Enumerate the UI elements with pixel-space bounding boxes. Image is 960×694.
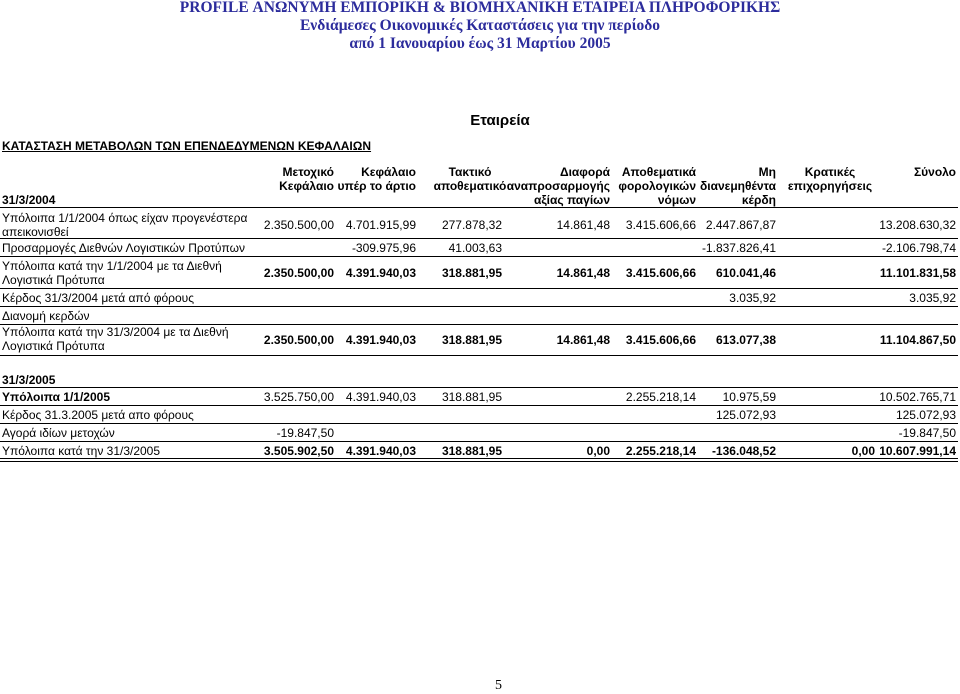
table-cell: 0,00 [851,444,875,458]
table-cell: 3.415.606,66 [625,218,696,232]
row-rule [0,355,958,356]
page-number: 5 [495,678,502,693]
row-label: Κέρδος 31/3/2004 μετά από φόρους [2,291,194,305]
row-label: Υπόλοιπα κατά την 31/3/2004 με τα Διεθνή Λογιστικά Πρότυπα [2,325,229,353]
table-cell: 125.072,93 [895,408,956,422]
table-cell: 2.255.218,14 [625,390,696,404]
row-label: Διανομή κερδών [2,309,90,323]
table-cell: 3.415.606,66 [625,333,696,347]
table-cell: 11.104.867,50 [879,333,956,347]
report-header-line-3: από 1 Ιανουαρίου έως 31 Μαρτίου 2005 [349,35,611,52]
row-rule [0,288,958,289]
col-header-tax-reserves: Αποθεματικά φορολογικών νόμων [618,165,696,207]
row-rule [0,405,958,406]
table-cell: 3.415.606,66 [625,266,696,280]
row-label: Αγορά ιδίων μετοχών [2,426,115,440]
col-header-total: Σύνολο [913,165,956,179]
header-rule [0,207,958,208]
row-rule [0,387,958,388]
company-label: Εταιρεία [470,112,530,129]
table-cell: 277.878,32 [441,218,502,232]
table-cell: -309.975,96 [351,241,416,255]
table-cell: 610.041,46 [715,266,776,280]
row-label: Υπόλοιπα κατά την 31/3/2005 [2,444,161,458]
statement-title: ΚΑΤΑΣΤΑΣΗ ΜΕΤΑΒΟΛΩΝ ΤΩΝ ΕΠΕΝΔΕΔΥΜΕΝΩΝ ΚΕΦΑΛΑΙΩΝ [2,139,372,153]
row-rule [0,423,958,424]
row-label: Υπόλοιπα 1/1/2004 όπως είχαν προγενέστερα απεικονισθεί [2,211,248,239]
report-header-line-1: PROFILE ΑΝΩΝΥΜΗ ΕΜΠΟΡΙΚΗ & ΒΙΟΜΗΧΑΝΙΚΗ ΕΤΑΙΡΕΙΑ ΠΛΗΡΟΦΟΡΙΚΗΣ [179,0,781,16]
row-rule [0,256,958,257]
table-cell: 41.003,63 [448,241,502,255]
table-cell: 613.077,38 [715,333,776,347]
table-cell: 2.255.218,14 [625,444,696,458]
table-cell: -1.837.826,41 [701,241,776,255]
row-label: Υπόλοιπα κατά την 1/1/2004 με τα Διεθνή Λογιστικά Πρότυπα [2,259,222,287]
table-cell: 2.350.500,00 [263,218,334,232]
table-cell: 2.350.500,00 [263,333,334,347]
table-cell: 14.861,48 [556,266,610,280]
row-rule [0,306,958,307]
table-cell: 3.525.750,00 [263,390,334,404]
row-label: Υπόλοιπα 1/1/2005 [2,390,110,404]
table-cell: 4.391.940,03 [345,444,416,458]
table-cell: -19.847,50 [898,426,956,440]
table-cell: 125.072,93 [715,408,776,422]
col-header-grants: Κρατικές επιχορηγήσεις [787,165,873,193]
table-cell: 318.881,95 [441,266,502,280]
table-cell: 13.208.630,32 [879,218,956,232]
table-cell: 318.881,95 [441,390,502,404]
col-header-retained-earnings: Μη διανεμηθέντα κέρδη [699,165,776,207]
row-label: Προσαρμογές Διεθνών Λογιστικών Προτύπων [2,241,245,255]
table-cell: 14.861,48 [556,333,610,347]
table-cell: 2.447.867,87 [705,218,776,232]
table-cell: 2.350.500,00 [263,266,334,280]
table-cell: 14.861,48 [556,218,610,232]
table-cell: 10.502.765,71 [879,390,956,404]
table-cell: 0,00 [586,444,610,458]
col-header-share-capital: Μετοχικό Κεφάλαιο [279,165,334,193]
row-label: Κέρδος 31.3.2005 μετά απο φόρους [2,408,194,422]
col-header-share-premium: Κεφάλαιο υπέρ το άρτιο [337,165,416,193]
table-cell: 10.607.991,14 [879,444,956,458]
table-cell: 4.391.940,03 [345,333,416,347]
table-cell: 4.391.940,03 [345,390,416,404]
table-cell: 3.505.902,50 [263,444,334,458]
table-cell: -19.847,50 [276,426,334,440]
row-rule [0,441,958,442]
total-double-rule [0,458,958,462]
table-cell: 4.701.915,99 [345,218,416,232]
col-header-legal-reserve: Τακτικό αποθεματικό [433,165,507,193]
table-cell: 3.035,92 [909,291,956,305]
report-header-line-2: Ενδιάμεσες Οικονομικές Καταστάσεις για την περίοδο [299,17,661,34]
col-header-revaluation: Διαφορά αναπροσαρμογής αξίας παγίων [506,165,610,207]
table-cell: 11.101.831,58 [879,266,956,280]
section-date-2004: 31/3/2004 [2,193,56,207]
section-date-2005: 31/3/2005 [2,373,56,387]
table-cell: 318.881,95 [441,333,502,347]
table-cell: -136.048,52 [711,444,776,458]
table-cell: 3.035,92 [729,291,776,305]
table-cell: 318.881,95 [441,444,502,458]
table-cell: 10.975,59 [722,390,776,404]
row-rule [0,238,958,239]
table-cell: -2.106.798,74 [881,241,956,255]
table-cell: 4.391.940,03 [345,266,416,280]
